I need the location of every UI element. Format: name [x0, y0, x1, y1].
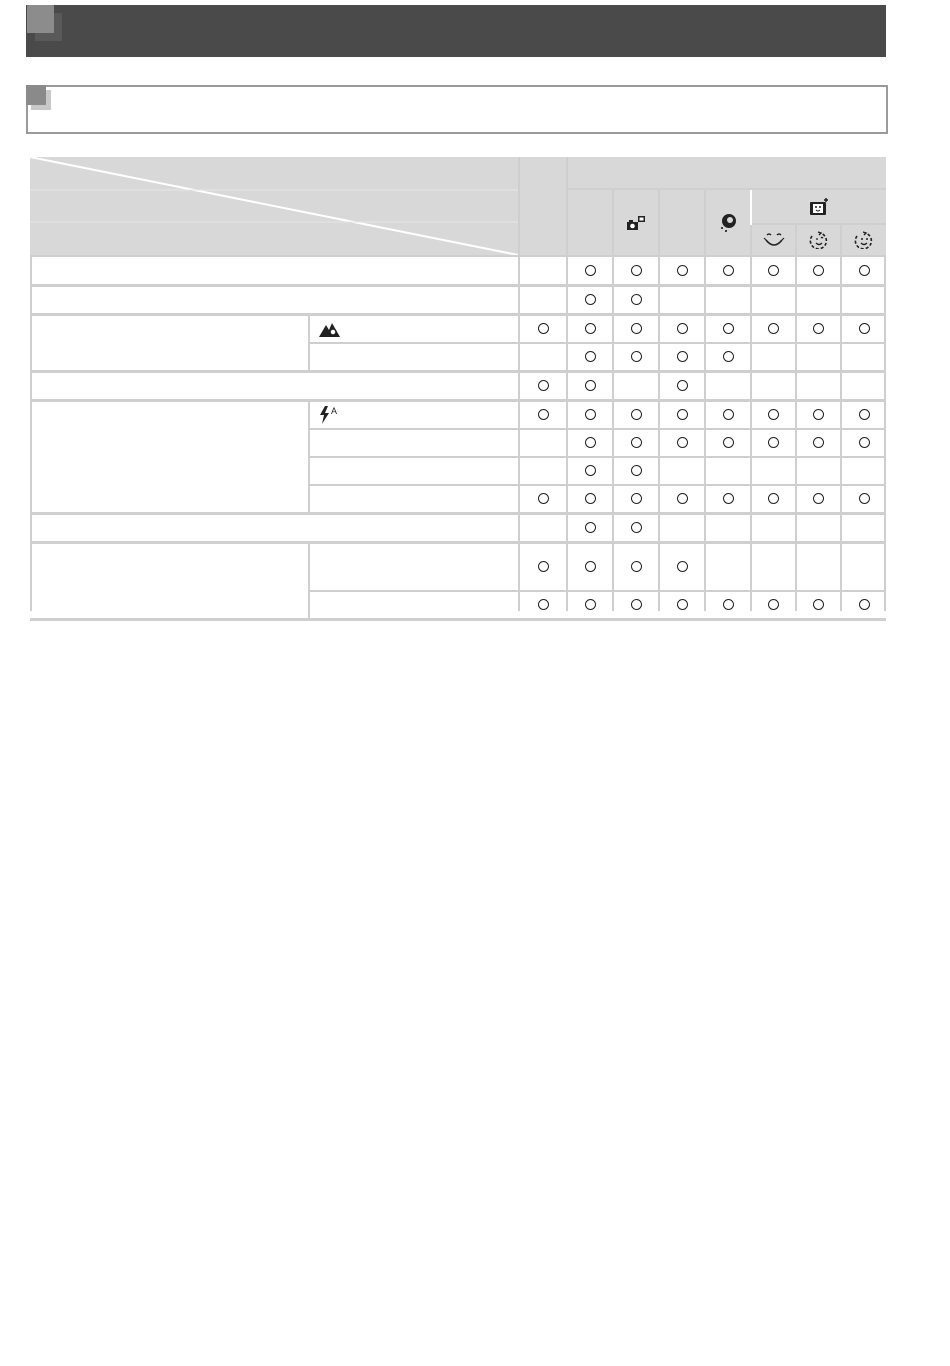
available-mark: [538, 599, 549, 610]
row-6-sub-1-col-0: [520, 591, 566, 618]
smart-shutter-icon: [808, 197, 830, 217]
available-mark: [631, 465, 642, 476]
row-6-sub-0-col-5: [752, 543, 795, 590]
row-6-sub-1-col-2: [614, 591, 658, 618]
available-mark: [723, 493, 734, 504]
row-4-sub-2-col-3: [660, 457, 704, 484]
row-4-sub-split: [308, 401, 310, 512]
row-0-sub-0-col-4: [706, 257, 750, 284]
available-mark: [859, 409, 870, 420]
available-mark: [585, 561, 596, 572]
column-separator-1: [566, 157, 568, 611]
row-4-sub-0-col-3: [660, 401, 704, 428]
column-separator-3: [658, 190, 660, 611]
available-mark: [677, 599, 688, 610]
row-2-sub-1-col-2: [614, 343, 658, 370]
face-self-timer-icon: [853, 231, 875, 249]
row-4-sub-0-col-7: [842, 401, 886, 428]
header-corner-cell: [30, 157, 518, 255]
header-col-7: [842, 225, 886, 255]
row-6-sub-0-col-1: [568, 543, 612, 590]
row-5-sub-0-col-5: [752, 514, 795, 541]
available-mark: [768, 409, 779, 420]
row-2-sub-1-col-1: [568, 343, 612, 370]
row-2-sub-0-col-7: [842, 315, 886, 342]
row-6-sub-1-col-3: [660, 591, 704, 618]
row-4-sub-1-col-1: [568, 429, 612, 456]
header-col-6: [797, 225, 840, 255]
row-1-sub-0-col-5: [752, 286, 795, 313]
row-2-sub-0-col-1: [568, 315, 612, 342]
available-mark: [813, 599, 824, 610]
available-mark: [631, 265, 642, 276]
row-5-sub-0-col-2: [614, 514, 658, 541]
available-mark: [677, 561, 688, 572]
available-mark: [631, 351, 642, 362]
available-mark: [585, 351, 596, 362]
header-col-0: [520, 157, 566, 255]
chapter-marker: [27, 5, 54, 33]
row-1-sub-0-col-3: [660, 286, 704, 313]
header-col-1: [568, 190, 612, 255]
available-mark: [585, 409, 596, 420]
row-5-sub-0-col-3: [660, 514, 704, 541]
column-separator-2: [612, 190, 614, 611]
header-col-2: [614, 190, 658, 255]
fireworks-icon: [718, 212, 738, 234]
available-mark: [585, 380, 596, 391]
row-2-sub-1-col-7: [842, 343, 886, 370]
available-mark: [677, 323, 688, 334]
available-mark: [585, 493, 596, 504]
row-4-sub-2-col-1: [568, 457, 612, 484]
row-2-sub-0-col-0: [520, 315, 566, 342]
available-mark: [585, 599, 596, 610]
available-mark: [723, 323, 734, 334]
available-mark: [677, 351, 688, 362]
row-3-sub-0-col-5: [752, 372, 795, 399]
available-mark: [585, 437, 596, 448]
section-marker: [26, 85, 46, 105]
row-0-sub-0-col-7: [842, 257, 886, 284]
row-4-sub-2-col-7: [842, 457, 886, 484]
row-4-sub-1-col-2: [614, 429, 658, 456]
available-mark: [631, 561, 642, 572]
available-mark: [538, 380, 549, 391]
row-1-sub-0-col-1: [568, 286, 612, 313]
row-4-sub-0-col-6: [797, 401, 840, 428]
row-6-sub-1-col-7: [842, 591, 886, 618]
row-4-sub-1-col-3: [660, 429, 704, 456]
row-4-sub-0-col-0: [520, 401, 566, 428]
table-header-bottom-border: [30, 255, 886, 257]
row-4-sub-3-col-1: [568, 485, 612, 512]
header-smart-shutter-group: [752, 190, 886, 223]
row-3-sub-0-col-1: [568, 372, 612, 399]
function-availability-table: [30, 157, 886, 611]
row-4-sub-3-col-6: [797, 485, 840, 512]
row-4-sub-3-col-0: [520, 485, 566, 512]
row-1-sub-0-col-2: [614, 286, 658, 313]
available-mark: [677, 380, 688, 391]
row-6-sub-0-col-4: [706, 543, 750, 590]
row-6-sub-1-col-6: [797, 591, 840, 618]
available-mark: [859, 493, 870, 504]
flash-auto-icon: [318, 405, 342, 425]
available-mark: [585, 265, 596, 276]
available-mark: [813, 323, 824, 334]
available-mark: [859, 599, 870, 610]
row-0-sub-0-col-6: [797, 257, 840, 284]
row-5-sub-0-col-0: [520, 514, 566, 541]
column-separator-6: [795, 225, 797, 611]
available-mark: [631, 323, 642, 334]
available-mark: [631, 409, 642, 420]
available-mark: [538, 323, 549, 334]
column-separator-4: [704, 190, 706, 611]
available-mark: [813, 265, 824, 276]
header-col-3: [660, 190, 704, 255]
row-4-sub-1-col-7: [842, 429, 886, 456]
row-4-sub-1-col-6: [797, 429, 840, 456]
row-4-sub-3-col-3: [660, 485, 704, 512]
available-mark: [859, 265, 870, 276]
header-col-4: [706, 190, 750, 255]
column-separator-0: [518, 157, 520, 611]
row-3-sub-0-col-2: [614, 372, 658, 399]
row-6-sub-0-col-0: [520, 543, 566, 590]
header-col-5: [752, 225, 795, 255]
available-mark: [723, 265, 734, 276]
available-mark: [677, 409, 688, 420]
row-1-sub-0-col-6: [797, 286, 840, 313]
available-mark: [585, 294, 596, 305]
available-mark: [859, 437, 870, 448]
header-diagonal: [30, 157, 518, 255]
header-group-divider: [568, 188, 886, 190]
row-2-sub-1-col-3: [660, 343, 704, 370]
row-5-sub-0-col-7: [842, 514, 886, 541]
available-mark: [677, 437, 688, 448]
column-separator-7: [840, 225, 842, 611]
row-2-sub-0-col-5: [752, 315, 795, 342]
available-mark: [813, 493, 824, 504]
row-6-sub-1-col-5: [752, 591, 795, 618]
row-5-sub-0-col-1: [568, 514, 612, 541]
row-4-sub-3-col-7: [842, 485, 886, 512]
available-mark: [768, 493, 779, 504]
row-3-sub-0-col-0: [520, 372, 566, 399]
available-mark: [631, 599, 642, 610]
available-mark: [631, 437, 642, 448]
available-mark: [768, 437, 779, 448]
auto-mountain-icon: [318, 319, 342, 339]
row-3-sub-0-col-4: [706, 372, 750, 399]
available-mark: [859, 323, 870, 334]
header-group-top: [568, 157, 886, 188]
row-4-sub-3-col-5: [752, 485, 795, 512]
row-3-sub-0-col-6: [797, 372, 840, 399]
available-mark: [768, 599, 779, 610]
available-mark: [723, 351, 734, 362]
chapter-header-bar: [26, 5, 886, 57]
row-4-sub-0-col-4: [706, 401, 750, 428]
row-6-sub-0-col-2: [614, 543, 658, 590]
available-mark: [768, 265, 779, 276]
row-6-sub-0-col-7: [842, 543, 886, 590]
row-1-sub-0-col-0: [520, 286, 566, 313]
row-6-sub-1-col-4: [706, 591, 750, 618]
row-0-sub-0-col-5: [752, 257, 795, 284]
header-subgroup-divider: [752, 223, 886, 225]
row-4-sub-2-col-5: [752, 457, 795, 484]
row-4-sub-0-col-2: [614, 401, 658, 428]
row-3-sub-0-col-3: [660, 372, 704, 399]
row-4-sub-1-col-5: [752, 429, 795, 456]
smile-icon: [763, 232, 785, 248]
row-2-sub-1-col-4: [706, 343, 750, 370]
column-separator-5: [750, 225, 752, 611]
row-2-sub-1-col-5: [752, 343, 795, 370]
row-4-sub-3-col-2: [614, 485, 658, 512]
row-2-sub-split: [308, 315, 310, 370]
row-2-sub-1-col-6: [797, 343, 840, 370]
available-mark: [538, 561, 549, 572]
available-mark: [631, 294, 642, 305]
row-4-sub-0-col-5: [752, 401, 795, 428]
row-6-sub-0-col-6: [797, 543, 840, 590]
row-1-sub-0-col-7: [842, 286, 886, 313]
available-mark: [723, 409, 734, 420]
table-left-border: [30, 257, 32, 611]
available-mark: [768, 323, 779, 334]
section-header-box: [26, 85, 888, 134]
row-5-sub-0-col-6: [797, 514, 840, 541]
row-0-sub-0-col-1: [568, 257, 612, 284]
row-2-sub-0-col-6: [797, 315, 840, 342]
available-mark: [538, 493, 549, 504]
row-4-sub-3-col-4: [706, 485, 750, 512]
row-4-sub-2-col-2: [614, 457, 658, 484]
row-2-sub-0-col-2: [614, 315, 658, 342]
available-mark: [585, 323, 596, 334]
row-4-sub-2-col-4: [706, 457, 750, 484]
available-mark: [585, 465, 596, 476]
available-mark: [813, 437, 824, 448]
row-2-sub-0-col-3: [660, 315, 704, 342]
row-5-sub-0-col-4: [706, 514, 750, 541]
row-6-sub-1-col-1: [568, 591, 612, 618]
available-mark: [631, 493, 642, 504]
available-mark: [585, 522, 596, 533]
row-4-sub-2-col-0: [520, 457, 566, 484]
row-6-sub-split: [308, 543, 310, 618]
available-mark: [813, 409, 824, 420]
row-0-sub-0-col-0: [520, 257, 566, 284]
available-mark: [538, 409, 549, 420]
available-mark: [723, 437, 734, 448]
svg-text:A: A: [331, 405, 338, 416]
row-6-divider-1: [30, 618, 886, 621]
row-2-sub-1-col-0: [520, 343, 566, 370]
available-mark: [677, 493, 688, 504]
row-0-sub-0-col-3: [660, 257, 704, 284]
row-6-sub-0-col-3: [660, 543, 704, 590]
wink-self-timer-icon: [808, 231, 830, 249]
available-mark: [631, 522, 642, 533]
row-4-sub-1-col-4: [706, 429, 750, 456]
row-0-sub-0-col-2: [614, 257, 658, 284]
row-2-sub-0-col-4: [706, 315, 750, 342]
available-mark: [677, 265, 688, 276]
row-4-sub-2-col-6: [797, 457, 840, 484]
camera-stitch-icon: [626, 215, 646, 231]
available-mark: [723, 599, 734, 610]
row-4-sub-0-col-1: [568, 401, 612, 428]
row-4-sub-1-col-0: [520, 429, 566, 456]
row-3-sub-0-col-7: [842, 372, 886, 399]
row-1-sub-0-col-4: [706, 286, 750, 313]
